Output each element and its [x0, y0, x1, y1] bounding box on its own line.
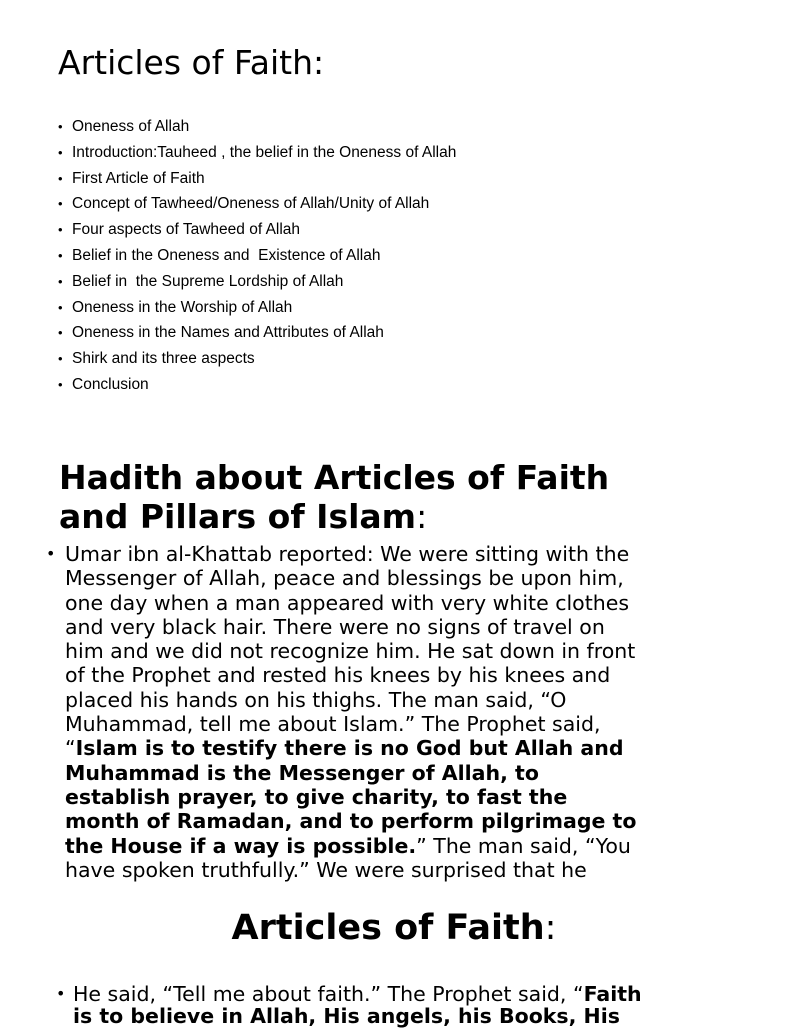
text-line: and very black hair. There were no signs of travel on	[65, 614, 605, 639]
list-item	[58, 295, 456, 321]
list-item-label: Concept of Tawheed/Oneness of Allah/Unity of Allah	[72, 195, 430, 213]
text-line	[73, 1005, 746, 1027]
slide-title	[59, 458, 609, 536]
bullet-icon: •	[58, 144, 63, 160]
bullet-icon: •	[46, 544, 56, 563]
text-line	[65, 736, 736, 760]
list-item-label: Conclusion	[72, 375, 149, 393]
list-item	[58, 166, 456, 192]
text-line: Umar ibn al-Khattab reported: We were sitting with the	[65, 542, 630, 566]
emphasized-text: the House if a way is possible.	[65, 833, 417, 858]
plain-text: He said, “Tell me about faith.” The Prophet said, “	[73, 982, 584, 1006]
text-line	[65, 834, 736, 858]
text-line	[65, 785, 736, 809]
faith-text	[73, 983, 746, 1027]
bullet-icon: •	[58, 273, 63, 289]
list-item-label: Shirk and its three aspects	[72, 350, 255, 368]
plain-text: ” The man said, “You	[416, 833, 631, 858]
list-item	[58, 320, 456, 346]
list-item	[58, 191, 456, 217]
faith-paragraph	[56, 983, 746, 1027]
list-item	[58, 372, 456, 398]
list-item	[58, 243, 456, 269]
slide-hadith	[0, 440, 768, 882]
list-item-label: Belief in the Supreme Lordship of Allah	[72, 272, 344, 290]
bullet-icon: •	[58, 196, 63, 212]
list-item-label: First Article of Faith	[72, 169, 205, 187]
list-item-label: Oneness in the Worship of Allah	[72, 298, 293, 316]
list-item	[58, 114, 456, 140]
slide-title: Articles of Faith:	[58, 43, 325, 82]
text-line: Muhammad, tell me about Islam.” The Prophet said,	[65, 712, 601, 737]
bullet-icon: •	[58, 299, 63, 315]
text-line: placed his hands on his thighs. The man said, “O	[65, 687, 567, 712]
bullet-icon: •	[58, 119, 63, 134]
quote-mark: “	[65, 736, 76, 761]
text-line	[73, 983, 746, 1005]
bullet-icon: •	[58, 376, 63, 392]
list-item-label: Oneness of Allah	[72, 118, 190, 135]
list-item	[58, 269, 456, 295]
emphasized-text: month of Ramadan, and to perform pilgrimage to	[65, 809, 637, 834]
emphasized-text: Faith	[583, 982, 642, 1006]
slide-title	[0, 907, 788, 949]
topic-list	[58, 114, 456, 398]
slide-articles-of-faith	[0, 885, 768, 1028]
text-line	[65, 761, 736, 785]
title-line-2: and Pillars of Islam	[59, 497, 417, 536]
title-colon: :	[416, 497, 428, 536]
bullet-icon: •	[58, 222, 63, 238]
list-item	[58, 346, 456, 372]
text-line: Messenger of Allah, peace and blessings be upon him,	[65, 566, 624, 591]
list-item-label: Introduction:Tauheed , the belief in the Oneness of Allah	[72, 143, 457, 161]
title-line-1: Hadith about Articles of Faith	[59, 458, 610, 497]
bullet-icon: •	[58, 325, 63, 341]
list-item-label: Belief in the Oneness and Existence of Allah	[72, 246, 381, 264]
emphasized-text: Muhammad is the Messenger of Allah, to	[65, 760, 539, 785]
list-item	[58, 140, 456, 166]
bullet-icon: •	[58, 351, 63, 367]
text-line: one day when a man appeared with very white clothes	[65, 590, 630, 615]
list-item-label: Four aspects of Tawheed of Allah	[72, 221, 301, 239]
text-line	[65, 809, 736, 833]
hadith-paragraph	[46, 542, 736, 882]
list-item-label: Oneness in the Names and Attributes of Allah	[72, 324, 384, 342]
title-colon: :	[544, 908, 557, 948]
bullet-icon: •	[56, 984, 66, 1003]
text-line: him and we did not recognize him. He sat down in front	[65, 639, 636, 664]
bullet-icon: •	[58, 170, 63, 186]
emphasized-text: Islam is to testify there is no God but Allah and	[75, 736, 624, 761]
text-line: of the Prophet and rested his knees by his knees and	[65, 663, 611, 688]
list-item	[58, 217, 456, 243]
slide-articles-of-faith-outline	[0, 0, 768, 420]
emphasized-text: is to believe in Allah, His angels, his Books, His	[73, 1004, 620, 1028]
title-text: Articles of Faith	[231, 908, 545, 948]
text-line: have spoken truthfully.” We were surprised that he	[65, 857, 587, 882]
emphasized-text: establish prayer, to give charity, to fast the	[65, 784, 568, 809]
bullet-icon: •	[58, 247, 63, 263]
hadith-text	[65, 542, 736, 882]
